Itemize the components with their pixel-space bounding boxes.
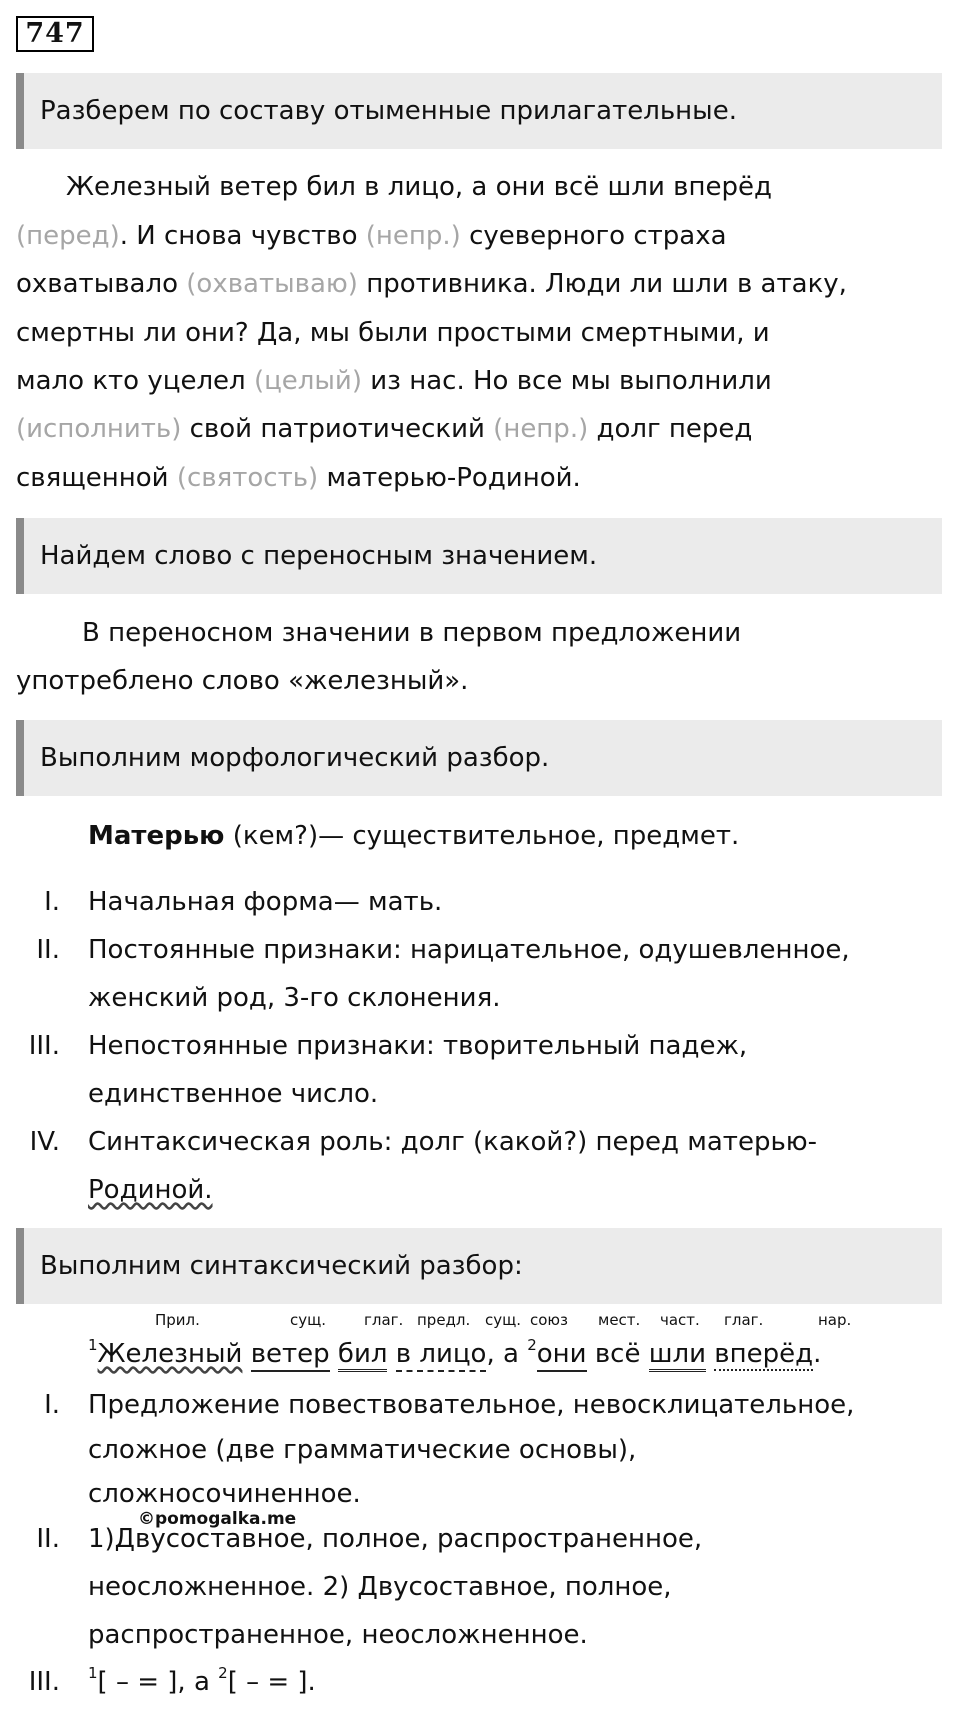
adverbial-word: вперёд	[714, 1339, 814, 1369]
predicate-word: шли	[649, 1339, 706, 1372]
figurative-line-2: употреблено слово «железный».	[16, 666, 469, 696]
section-heading-text: Выполним морфологический разбор.	[40, 743, 550, 773]
list-item-text: Синтаксическая роль: долг (какой?) перед матерью-	[88, 1127, 818, 1157]
pos-label: сущ.	[290, 1311, 327, 1329]
pos-label: част.	[660, 1311, 700, 1329]
section-heading-morphemic	[16, 73, 942, 149]
sentence-text: священной	[16, 463, 177, 493]
list-item-text: сложносочиненное.	[88, 1479, 361, 1509]
figurative-line-1: В переносном значении в первом предложении	[82, 618, 742, 648]
section-heading-text: Найдем слово с переносным значением.	[40, 541, 598, 571]
analysis-line-4	[16, 320, 770, 346]
clause-number: 2	[218, 1664, 228, 1682]
pos-label: сущ.	[485, 1311, 522, 1329]
analysis-line-2	[16, 223, 727, 249]
analysis-line-5	[16, 368, 772, 394]
list-item-text: единственное число.	[88, 1079, 379, 1109]
pos-label: глаг.	[364, 1311, 404, 1329]
sentence-text: противника. Люди ли шли в атаку,	[357, 269, 847, 299]
sentence-text: . И снова чувство	[119, 221, 366, 251]
list-marker: I.	[44, 887, 60, 917]
particle-word: всё	[594, 1339, 641, 1369]
list-item-text: Начальная форма— мать.	[88, 887, 443, 917]
section-heading-figurative	[16, 518, 942, 594]
check-word: (святость)	[176, 463, 319, 493]
sentence-end: .	[813, 1339, 822, 1369]
list-item-text: Родиной.	[88, 1175, 213, 1205]
sentence-scheme	[88, 1664, 316, 1697]
check-word: (перед)	[16, 221, 120, 251]
clause-number: 1	[88, 1336, 98, 1354]
sentence-text: из нас. Но все мы выполнили	[361, 366, 772, 396]
note: (непр.)	[365, 221, 461, 251]
list-marker: II.	[36, 1524, 60, 1554]
task-number: 747	[16, 16, 94, 52]
section-heading-text: Выполним синтаксический разбор:	[40, 1251, 523, 1281]
scheme-part: [ – = ].	[227, 1667, 316, 1697]
subject-word: ветер	[251, 1339, 330, 1372]
pos-label: союз	[530, 1311, 569, 1329]
list-marker: III.	[28, 1667, 60, 1697]
pos-label: глаг.	[724, 1311, 764, 1329]
watermark: ©pomogalka.me	[138, 1509, 297, 1529]
morph-word: Матерью	[88, 821, 225, 851]
morph-word-line	[88, 823, 739, 849]
check-word: (целый)	[253, 366, 362, 396]
object-word: в лицо	[396, 1339, 487, 1372]
list-marker: I.	[44, 1390, 60, 1420]
pos-label: предл.	[417, 1311, 471, 1329]
sentence-text: смертны ли они? Да, мы были простыми смертными, и	[16, 318, 770, 348]
attribute-word: Железный	[97, 1339, 243, 1369]
list-marker: IV.	[29, 1127, 60, 1157]
check-word: (исполнить)	[16, 414, 182, 444]
sentence-text: матерью-Родиной.	[318, 463, 581, 493]
clause-number: 2	[527, 1336, 537, 1354]
list-item-text: сложное (две грамматические основы),	[88, 1435, 637, 1465]
conjunction: , а	[486, 1339, 528, 1369]
list-item-text: 1)Двусоставное, полное, распространенное,	[88, 1524, 703, 1554]
pos-label: Прил.	[155, 1311, 200, 1329]
sentence-text: Железный ветер бил в лицо, а они всё шли вперёд	[66, 172, 772, 202]
note: (непр.)	[493, 414, 589, 444]
section-heading-syntax	[16, 1228, 942, 1304]
clause-number: 1	[88, 1664, 98, 1682]
sentence-text: мало кто уцелел	[16, 366, 254, 396]
analysis-line-1	[16, 174, 772, 200]
list-item-text: неосложненное. 2) Двусоставное, полное,	[88, 1572, 672, 1602]
analysis-line-6	[16, 416, 752, 442]
section-heading-text: Разберем по составу отыменные прилагательные.	[40, 96, 737, 126]
predicate-word: бил	[338, 1339, 388, 1372]
sentence-text: долг перед	[588, 414, 753, 444]
list-marker: II.	[36, 935, 60, 965]
sentence-text: суеверного страха	[460, 221, 727, 251]
sentence-text: охватывало	[16, 269, 187, 299]
morph-desc: (кем?)— существительное, предмет.	[224, 821, 740, 851]
list-item-text: женский род, 3-го склонения.	[88, 983, 501, 1013]
list-item-text: распространенное, неосложненное.	[88, 1620, 588, 1650]
list-item-text: Предложение повествовательное, невосклицательное,	[88, 1390, 855, 1420]
sentence-text: свой патриотический	[181, 414, 494, 444]
pos-label: мест.	[598, 1311, 641, 1329]
parsed-sentence	[88, 1336, 822, 1369]
check-word: (охватываю)	[186, 269, 358, 299]
list-item-text: Постоянные признаки: нарицательное, одушевленное,	[88, 935, 850, 965]
list-item-text: Непостоянные признаки: творительный падеж,	[88, 1031, 748, 1061]
scheme-part: [ – = ], а	[97, 1667, 219, 1697]
subject-word: они	[537, 1339, 587, 1372]
pos-label: нар.	[818, 1311, 852, 1329]
analysis-line-7	[16, 465, 581, 491]
analysis-line-3	[16, 271, 847, 297]
list-marker: III.	[28, 1031, 60, 1061]
section-heading-morphology	[16, 720, 942, 796]
